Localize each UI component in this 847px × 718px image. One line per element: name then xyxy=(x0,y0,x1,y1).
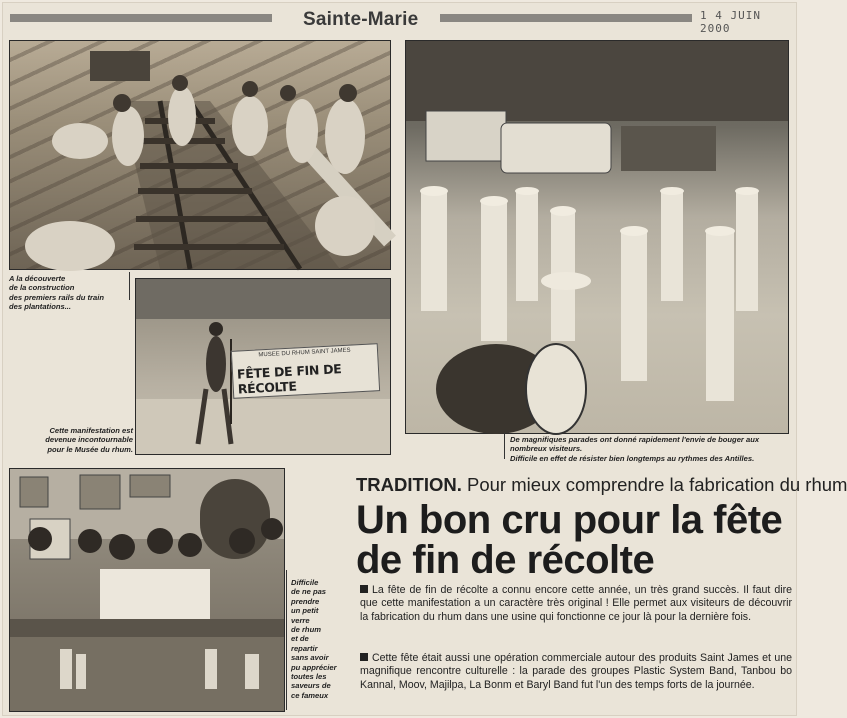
date-stamp: 1 4 JUIN 2000 xyxy=(700,9,761,35)
kicker-bold: TRADITION. xyxy=(356,474,462,495)
caption-parade: De magnifiques parades ont donné rapidement l'envie de bouger aux nombreux visiteurs. Difficile en effet de résister bien longtemps au rythmes des Antilles. xyxy=(510,435,760,463)
festival-banner xyxy=(231,343,380,399)
masthead-rule-right xyxy=(440,14,692,22)
paragraph-bullet-icon xyxy=(360,653,368,661)
photo-brass-band-parade xyxy=(405,40,789,434)
article-paragraph-1 xyxy=(360,584,792,624)
caption-rail-leader xyxy=(129,272,130,300)
banner-top-text: MUSEE DU RHUM SAINT JAMES xyxy=(258,347,351,359)
parade-scene-illustration xyxy=(406,41,788,433)
photo-rum-tasting-bar xyxy=(9,468,285,712)
banner-main-text: FÊTE DE FIN DE RÉCOLTE xyxy=(236,361,342,397)
article-headline: Un bon cru pour la fête de fin de récolte xyxy=(356,498,783,582)
caption-sign: Cette manifestation est devenue incontournable pour le Musée du rhum. xyxy=(45,426,133,454)
bar-scene-illustration xyxy=(10,469,284,711)
paragraph-2-text: Cette fête était aussi une opération commerciale autour des produits Saint James et une magnifique rencontre culturelle : la parade des groupes Plastic System Band, Tanbou bo Kannal, Moov, Majilpa, La Bonm et Baryl Band fut l'un des temps forts de la journée. xyxy=(360,652,792,691)
rail-scene-illustration xyxy=(10,41,390,269)
caption-bar-leader xyxy=(286,570,287,710)
caption-parade-leader xyxy=(504,433,505,459)
article-kicker xyxy=(356,474,847,496)
section-title: Sainte-Marie xyxy=(303,9,419,30)
photo-festival-banner xyxy=(135,278,391,455)
photo-railway-workers xyxy=(9,40,391,270)
caption-bar: Difficile de ne pas prendre un petit verre de rhum et de repartir sans avoir pu apprécier toutes les saveurs de ce fameux xyxy=(291,578,337,700)
masthead-rule-left xyxy=(10,14,272,22)
paragraph-1-text: La fête de fin de récolte a connu encore cette année, un très grand succès. Il faut dire que cette manifestation a un caractère très original ! Elle permet aux visiteurs de découvrir la fabrication du rhum dans une usine qui fonctionne ce jour là pour la dernière fois. xyxy=(360,584,792,623)
kicker-text: Pour mieux comprendre la fabrication du rhum xyxy=(467,474,847,495)
paragraph-bullet-icon xyxy=(360,585,368,593)
caption-rail: A la découverte de la construction des premiers rails du train des plantations... xyxy=(9,274,104,312)
article-paragraph-2 xyxy=(360,652,792,712)
